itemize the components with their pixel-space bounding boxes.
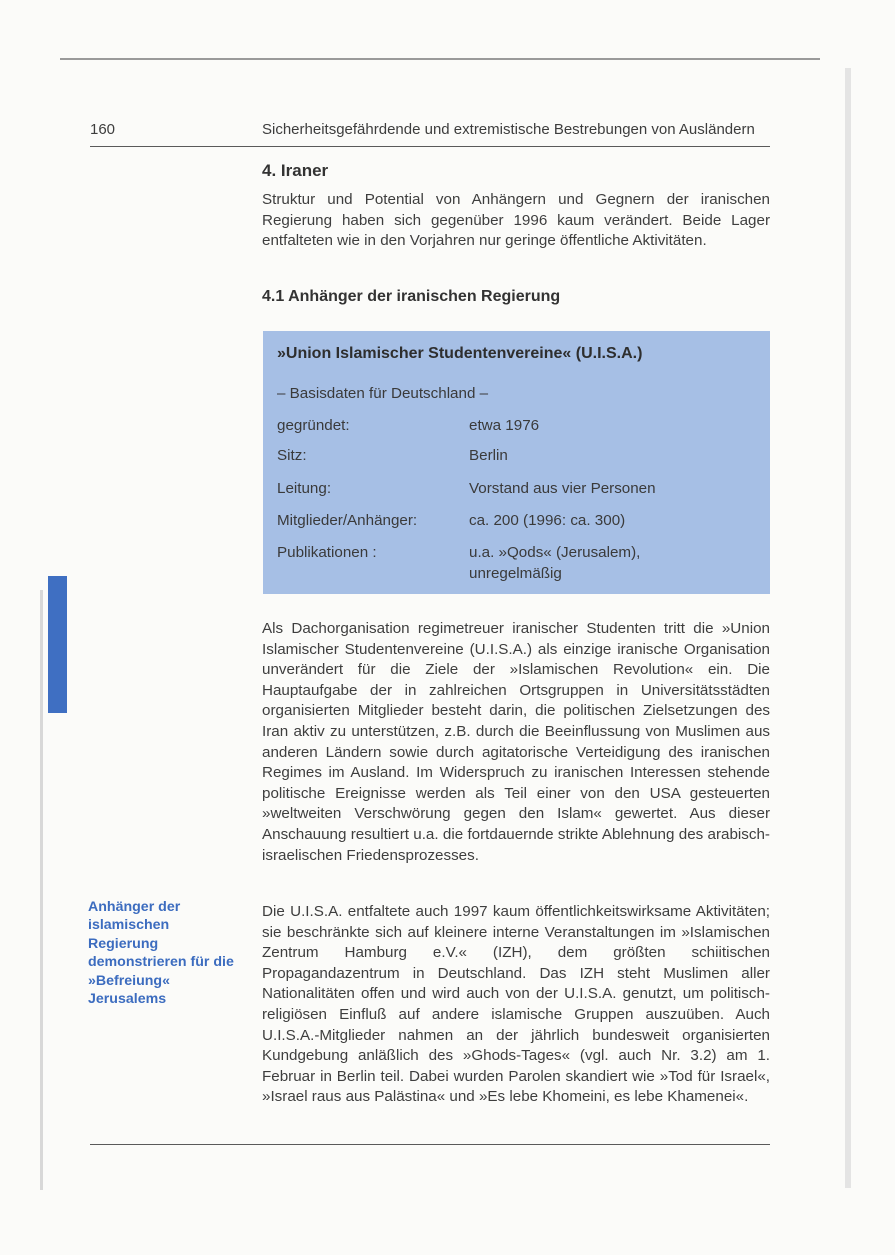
- info-box: [263, 331, 770, 594]
- page-number: 160: [90, 121, 116, 138]
- info-value: etwa 1976: [469, 417, 540, 434]
- info-label: Sitz:: [277, 447, 307, 464]
- info-value: u.a. »Qods« (Jerusalem), unregelmäßig: [469, 544, 641, 582]
- subsection-heading: 4.1 Anhänger der iranischen Regierung: [262, 288, 561, 305]
- running-header: Sicherheitsgefährdende und extremistische Bestrebungen von Ausländern: [262, 121, 755, 138]
- info-label: Publikationen :: [277, 544, 377, 561]
- info-value: Berlin: [469, 447, 508, 464]
- info-label: gegründet:: [277, 417, 350, 434]
- accent-bar: [48, 576, 67, 713]
- scan-right-edge: [845, 68, 851, 1188]
- info-box-title: »Union Islamischer Studentenvereine« (U.I.S.A.): [277, 345, 643, 362]
- scan-top-edge: [60, 58, 820, 60]
- info-value: Vorstand aus vier Personen: [469, 480, 656, 497]
- intro-paragraph: Struktur und Potential von Anhängern und Gegnern der iranischen Regierung haben sich gegenüber 1996 kaum verändert. Beide Lager entfalteten wie in den Vorjahren nur geringe öffentliche Aktivitäten.: [262, 191, 770, 250]
- info-box-subtitle: – Basisdaten für Deutschland –: [277, 385, 489, 402]
- info-value: ca. 200 (1996: ca. 300): [469, 512, 626, 529]
- section-heading: 4. Iraner: [262, 161, 329, 180]
- info-label: Mitglieder/Anhänger:: [277, 512, 418, 529]
- margin-note: Anhänger der islamischen Regierung demonstrieren für die »Befreiung« Jerusalems: [88, 899, 234, 1008]
- body-paragraph-uisa: Als Dachorganisation regimetreuer iranischer Studenten tritt die »Union Islamischer Studentenvereine (U.I.S.A.) als einzige iranische Organisation unverändert für die Ziele der »Islamischen Revolution« ein. Die Hauptaufgabe der in zahlreichen Ortsgruppen in Universitätsstädten organisierten Mitglieder besteht darin, die politischen Zielsetzungen des Iran aktiv zu unterstützen, z.B. durch die Beeinflussung von Muslimen aus anderen Ländern sowie durch agitatorische Verteidigung des iranischen Regimes im Ausland. Im Widerspruch zu iranischen Interessen stehende politische Ereignisse werden als Teil einer von den USA gesteuerten »weltweiten Verschwörung gegen den Islam« gewertet. Aus dieser Anschauung resultiert u.a. die fortdauernde strikte Ablehnung des arabisch-israelischen Friedensprozesses.: [262, 620, 770, 864]
- footer-divider: [90, 1144, 770, 1145]
- body-paragraph-izh: Die U.I.S.A. entfaltete auch 1997 kaum öffentlichkeitswirksame Aktivitäten; sie beschränkte sich auf kleinere interne Veranstaltungen im »Islamischen Zentrum Hamburg e.V.« (IZH), dem größten schiitischen Propagandazentrum in Deutschland. Das IZH steht Muslimen aller Nationalitäten offen und wird auch von der U.I.S.A. genutzt, um politisch-religiösen Einfluß auf andere islamische Gruppen auszuüben. Auch U.I.S.A.-Mitglieder nahmen an der jährlich bundesweit organisierten Kundgebung anläßlich des »Ghods-Tages« (vgl. auch Nr. 3.2) am 1. Februar in Berlin teil. Dabei wurden Parolen skandiert wie »Tod für Israel«, »Israel raus aus Palästina« und »Es lebe Khomeini, es lebe Khamenei«.: [262, 903, 770, 1106]
- scan-left-edge: [40, 590, 43, 1190]
- info-label: Leitung:: [277, 480, 332, 497]
- header-divider: [90, 146, 770, 147]
